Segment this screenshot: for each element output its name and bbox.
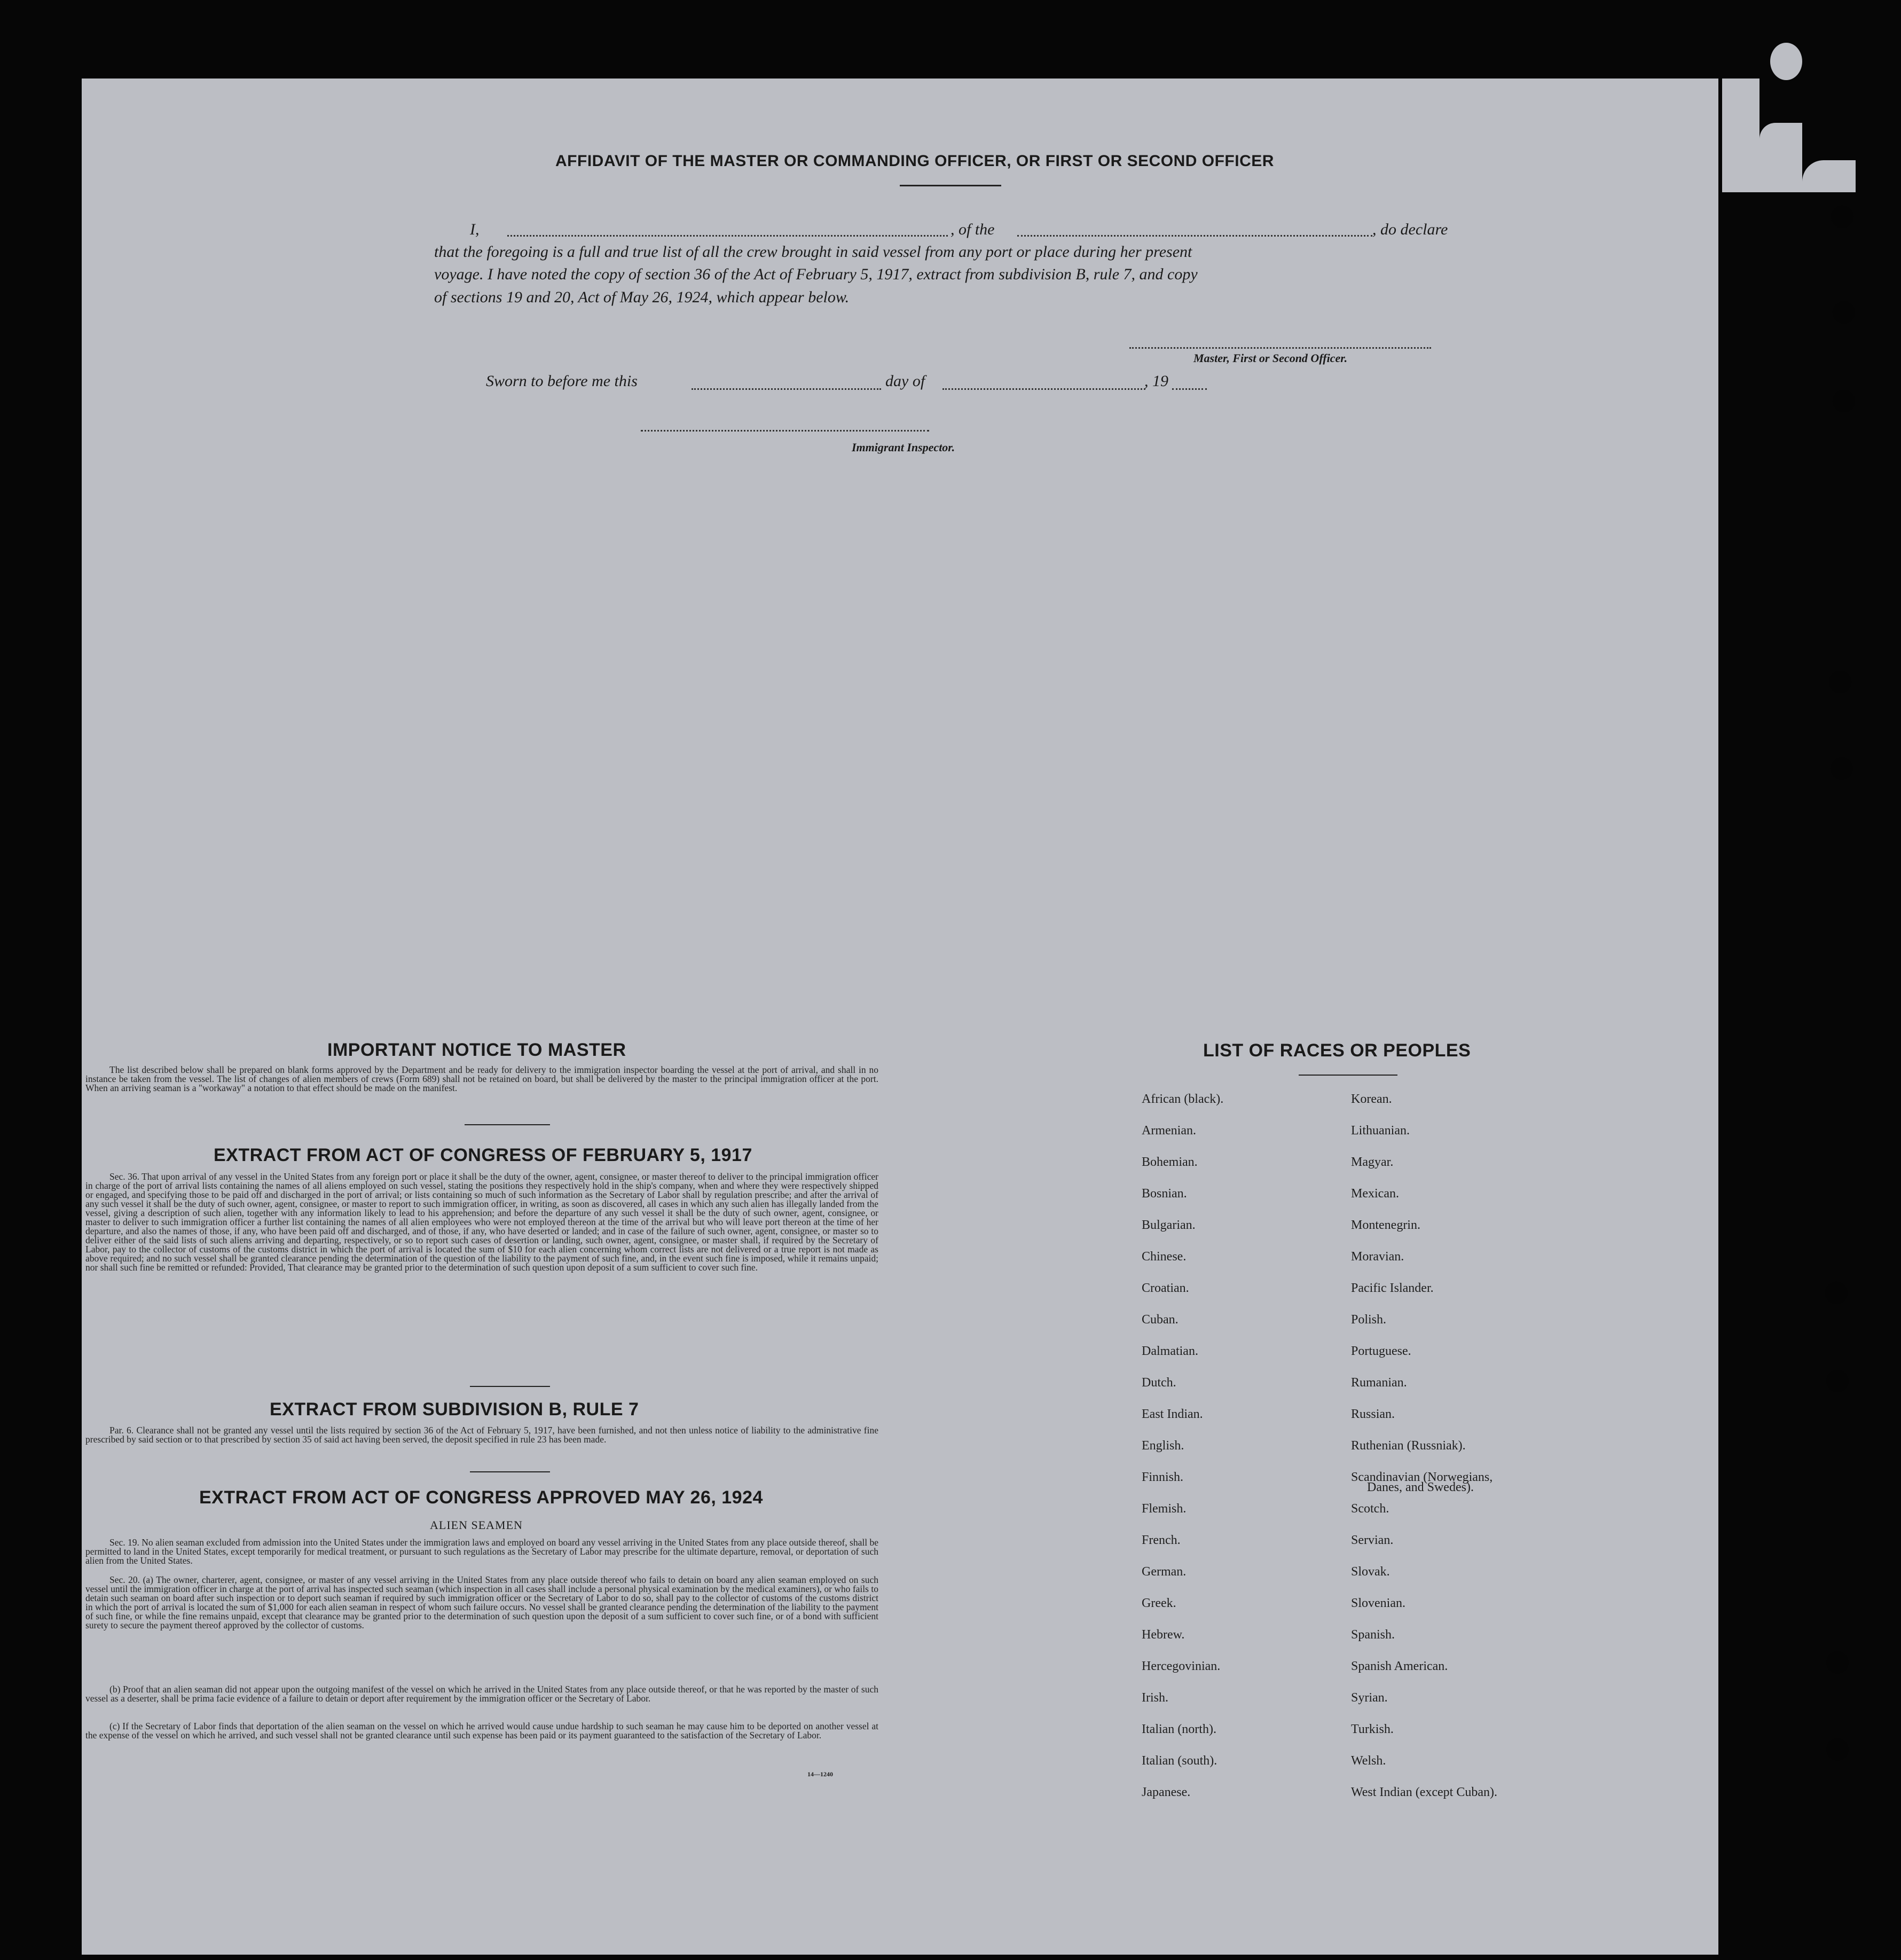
race-item: Magyar. [1351, 1155, 1394, 1169]
section-rule [465, 1124, 550, 1125]
race-item: Bohemian. [1142, 1155, 1198, 1169]
affidavit-line-2: that the foregoing is a full and true list of all the crew brought in said vessel from any port or place during her present [434, 243, 1192, 261]
torn-corner [1722, 0, 1901, 192]
race-item: East Indian. [1142, 1407, 1203, 1421]
sworn-date-field[interactable] [692, 388, 881, 390]
notice-body: The list described below shall be prepared on blank forms approved by the Department and be ready for delivery to the immigration inspector boarding the vessel at the port of arrival, and shall in no instance be taken from the vessel. The list of changes of alien members of crews (Form 689) shall not be retained on board, but shall be delivered by the master to the principal immigration officer at the port. When an arriving seaman is a "workaway" a notation to that effect should be made on the manifest. [85, 1064, 878, 1093]
race-item: Portuguese. [1351, 1344, 1411, 1358]
affidavit-line-4: of sections 19 and 20, Act of May 26, 1924, which appear below. [434, 288, 850, 306]
sworn-prefix: Sworn to before me this [486, 372, 638, 390]
punch-hole [1826, 1738, 1849, 1761]
race-item: Servian. [1351, 1533, 1394, 1547]
extract-1924-sec20a: Sec. 20. (a) The owner, charterer, agent, consignee, or master of any vessel arriving in the United States from any place outside thereof who fails to detain on board any alien seaman employed on such vessel until the immigration officer in charge at the port of arrival has inspected such seaman (which inspection in all cases shall include a personal physical examination by the medical examiners), or who fails to detain such seaman on board after such inspection or to deport such seaman if required by such immigration officer or the Secretary of Labor to do so, shall pay to the collector of customs of the customs district in which the port of arrival is located the sum of $1,000 for each alien seaman in respect of whom such failure occurs. No vessel shall be granted clearance pending the determination of the liability to the payment of such fine, or while the fine remains unpaid, except that clearance may be granted prior to the determination of such question upon the deposit of a sum sufficient to cover such fine, or of a bond with sufficient surety to secure the payment thereof approved by the collector of customs. [85, 1574, 878, 1630]
extract-1924-sec20c: (c) If the Secretary of Labor finds that deportation of the alien seaman on the vessel on which he arrived would cause undue hardship to such seaman he may cause him to be deported on another vessel at the expense of the vessel on which he arrived, and such vessel shall not be granted clearance until such expense has been paid or its payment guaranteed to the satisfaction of the Secretary of Labor. [85, 1721, 878, 1741]
race-item: Korean. [1351, 1092, 1392, 1106]
extract-1917-title: EXTRACT FROM ACT OF CONGRESS OF FEBRUARY 5, 1917 [214, 1145, 752, 1165]
extract-rule7-title: EXTRACT FROM SUBDIVISION B, RULE 7 [270, 1399, 639, 1420]
race-item: Japanese. [1142, 1785, 1191, 1799]
master-signature-label: Master, First or Second Officer. [1193, 351, 1348, 365]
race-item: Lithuanian. [1351, 1124, 1410, 1138]
do-declare-label: , do declare [1372, 221, 1448, 238]
race-item: Hercegovinian. [1142, 1659, 1221, 1673]
punch-hole [1833, 301, 1855, 324]
race-item: German. [1142, 1565, 1187, 1579]
race-item: Scandinavian (Norwegians, [1351, 1470, 1493, 1484]
affidavit-line-3: voyage. I have noted the copy of section 36 of the Act of February 5, 1917, extract from subdivision B, rule 7, and copy [434, 265, 1198, 283]
of-the-label: , of the [950, 221, 995, 238]
race-item: Polish. [1351, 1313, 1387, 1327]
race-item: Spanish American. [1351, 1659, 1448, 1673]
race-item: Mexican. [1351, 1187, 1399, 1201]
race-item: Irish. [1142, 1691, 1168, 1705]
race-item: Pacific Islander. [1351, 1281, 1434, 1295]
race-item: Cuban. [1142, 1313, 1179, 1327]
extract-1917-body: Sec. 36. That upon arrival of any vessel in the United States from any foreign port or place it shall be the duty of the owner, agent, consignee, or master thereof to deliver to the principal immigration officer in charge of the port of arrival lists containing the names of all aliens employed on such vessel, stating the positions they respectively hold in the ship's company, when and where they were respectively shipped or engaged, and specifying those to be paid off and discharged in the port of arrival; or lists containing so much of such information as the Secretary of Labor shall by regulation prescribe; and after the arrival of any such vessel it shall be the duty of such owner, agent, consignee, or master to report to such immigration officer, in writing, as soon as discovered, all cases in which any such alien has illegally landed from the vessel, giving a description of such alien, together with any information likely to lead to his apprehension; and before the departure of any such vessel it shall be the duty of such owner, agent, consignee, or master to deliver to such immigration officer a further list containing the names of all alien employees who were not employed thereon at the time of the arrival but who will leave port thereon at the time of her departure, and also the names of those, if any, who have been paid off and discharged, and of those, if any, who have deserted or landed; and in case of the failure of such owner, agent, consignee, or master so to deliver either of the said lists of such aliens arriving and departing, respectively, or so to report such cases of desertion or landing, such owner, agent, consignee, or master shall, if required by the Secretary of Labor, pay to the collector of customs of the customs district in which the port of arrival is located the sum of $10 for each alien concerning whom correct lists are not delivered or a true report is not made as above required; and no such vessel shall be granted clearance pending the determination of the question of the liability to the payment of such fine, and, in the event such fine is imposed, while it remains unpaid; nor shall such fine be remitted or refunded: Provided, That clearance may be granted prior to the determination of such question upon deposit of a sum sufficient to cover such fine. [85, 1171, 878, 1273]
declarant-name-field[interactable] [507, 235, 948, 237]
race-item: Slovak. [1351, 1565, 1390, 1579]
punch-hole [1831, 206, 1853, 228]
race-item: Bosnian. [1142, 1187, 1187, 1201]
race-item: Chinese. [1142, 1250, 1187, 1264]
race-item: Finnish. [1142, 1470, 1184, 1484]
punch-hole [1829, 671, 1851, 693]
race-item: West Indian (except Cuban). [1351, 1785, 1497, 1799]
vessel-name-field[interactable] [1017, 235, 1372, 237]
extract-1924-sec20b: (b) Proof that an alien seaman did not appear upon the outgoing manifest of the vessel on which he arrived in the United States from any place outside thereof, or that he was reported by the master of such vessel as a deserter, shall be prima facie evidence of a failure to detain or deport after requirement by the immigration officer or the Secretary of Labor. [85, 1684, 878, 1704]
race-item: Italian (south). [1142, 1754, 1217, 1768]
section-rule [470, 1471, 550, 1472]
race-item: Russian. [1351, 1407, 1395, 1421]
inspector-signature-field[interactable] [641, 430, 929, 432]
race-item: Syrian. [1351, 1691, 1388, 1705]
section-rule [470, 1386, 550, 1387]
race-item: Rumanian. [1351, 1376, 1407, 1390]
declarant-prefix: I, [470, 221, 480, 238]
race-item: Slovenian. [1351, 1596, 1405, 1610]
race-item: Flemish. [1142, 1502, 1187, 1516]
race-item: Bulgarian. [1142, 1218, 1196, 1232]
extract-1924-title: EXTRACT FROM ACT OF CONGRESS APPROVED MAY 26, 1924 [199, 1487, 763, 1508]
races-title: LIST OF RACES OR PEOPLES [1203, 1040, 1471, 1061]
race-item: Hebrew. [1142, 1628, 1185, 1642]
race-item: Moravian. [1351, 1250, 1404, 1264]
extract-1924-sec19: Sec. 19. No alien seaman excluded from admission into the United States under the immigration laws and employed on board any vessel arriving in the United States from any place outside thereof, shall be permitted to land in the United States, except temporarily for medical treatment, or pursuant to such regulations as the Secretary of Labor may prescribe for the ultimate departure, removal, or deportation of such alien from the United States. [85, 1537, 878, 1566]
race-item: Welsh. [1351, 1754, 1386, 1768]
race-item: English. [1142, 1439, 1184, 1453]
race-item: Armenian. [1142, 1124, 1196, 1138]
race-item: Italian (north). [1142, 1722, 1216, 1736]
race-item-continuation: Danes, and Swedes). [1367, 1480, 1474, 1494]
race-item: French. [1142, 1533, 1181, 1547]
notice-title: IMPORTANT NOTICE TO MASTER [327, 1040, 626, 1060]
sworn-month-field[interactable] [942, 388, 1145, 390]
race-item: Spanish. [1351, 1628, 1395, 1642]
document-page [82, 79, 1718, 1955]
sworn-year-field[interactable] [1172, 388, 1207, 390]
affidavit-title: AFFIDAVIT OF THE MASTER OR COMMANDING OFFICER, OR FIRST OR SECOND OFFICER [555, 152, 1274, 170]
race-item: Dalmatian. [1142, 1344, 1198, 1358]
race-item: Turkish. [1351, 1722, 1394, 1736]
race-item: Montenegrin. [1351, 1218, 1420, 1232]
race-item: Croatian. [1142, 1281, 1189, 1295]
race-item: African (black). [1142, 1092, 1224, 1106]
punch-hole [1825, 1282, 1848, 1304]
sworn-year-label: , 19 [1144, 372, 1168, 390]
races-title-rule [1299, 1075, 1397, 1076]
punch-hole [1826, 1370, 1849, 1392]
extract-1924-subtitle: ALIEN SEAMEN [430, 1518, 523, 1532]
title-rule [900, 185, 1001, 186]
punch-hole [1833, 390, 1855, 412]
extract-rule7-body: Par. 6. Clearance shall not be granted any vessel until the lists required by section 36 of the Act of February 5, 1917, have been furnished, and not then unless notice of liability to the administrative fine prescribed by said section or to that prescribed by section 35 of said act having been served, the deposit specified in rule 23 has been made. [85, 1425, 878, 1445]
sworn-day-of: day of [885, 372, 925, 390]
punch-hole [1826, 1651, 1849, 1674]
race-item: Scotch. [1351, 1502, 1389, 1516]
race-item: Ruthenian (Russniak). [1351, 1439, 1466, 1453]
race-item: Dutch. [1142, 1376, 1176, 1390]
race-item: Greek. [1142, 1596, 1176, 1610]
form-number: 14—1240 [807, 1770, 833, 1778]
master-signature-field[interactable] [1129, 347, 1431, 349]
punch-hole [1831, 757, 1853, 780]
inspector-label: Immigrant Inspector. [852, 441, 955, 454]
